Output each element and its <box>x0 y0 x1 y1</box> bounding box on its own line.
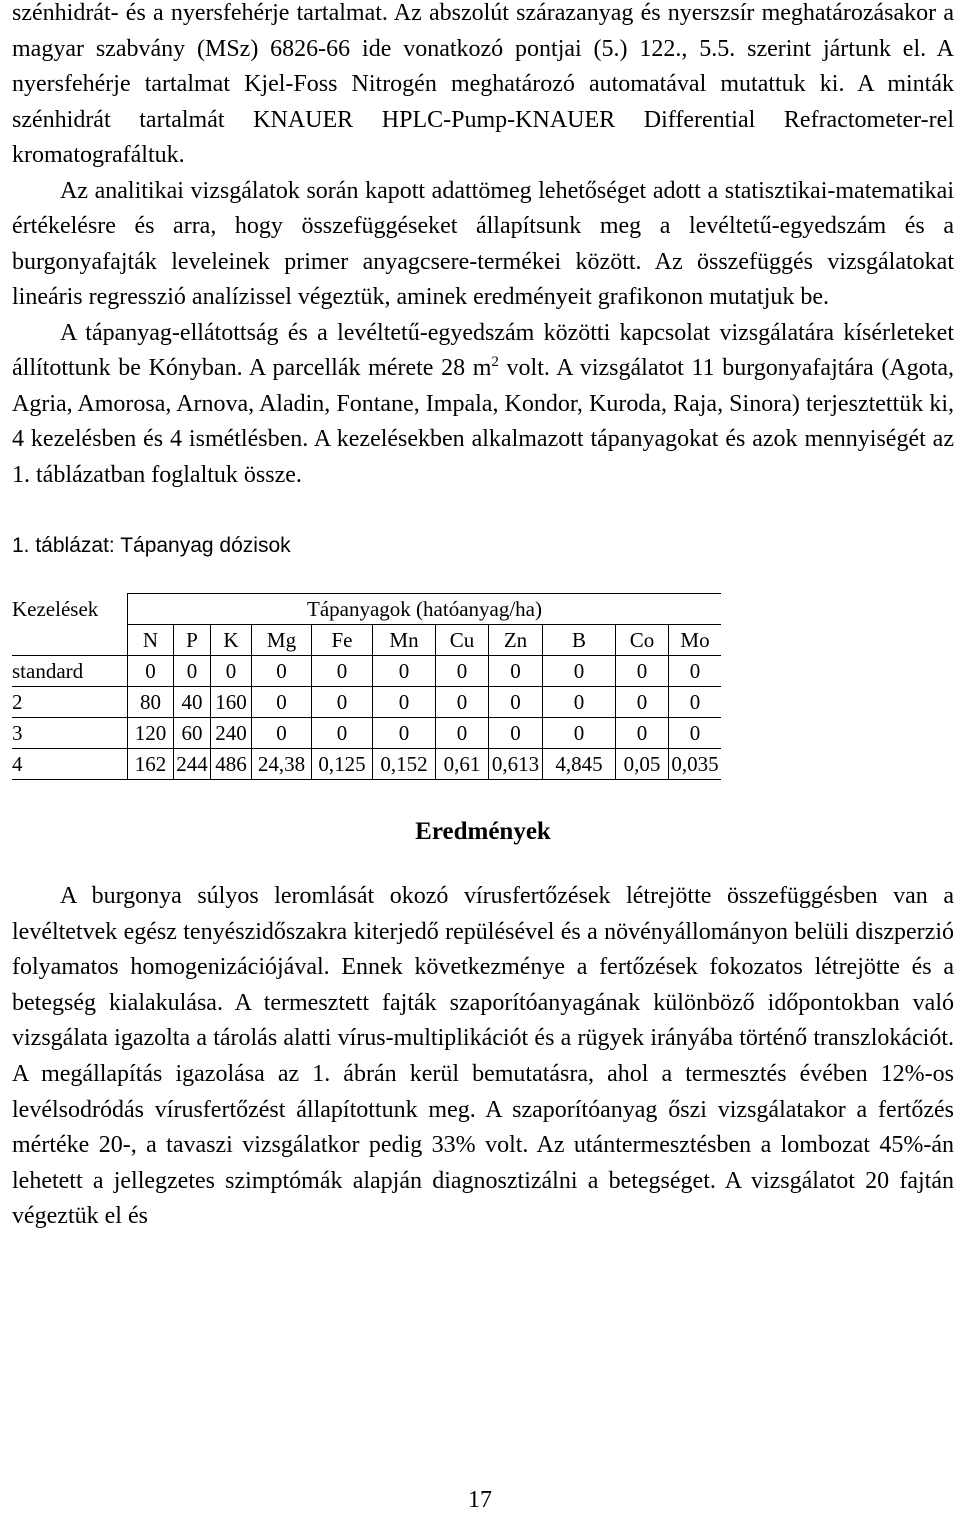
paragraph-analysis: Az analitikai vizsgálatok során kapott adattömeg lehetőséget adott a statisztikai-matematikai értékelésre és arra, hogy összefüggéseket állapítsunk meg a levéltetű-egyedszám és a burgonyafajták leveleinek primer anyagcsere-termékei között. Az összefüggés vizsgálatokat lineáris regresszió analízissel végeztük, aminek eredményeit grafikonon mutatjuk be. <box>12 177 954 310</box>
column-header-p: P <box>174 625 211 656</box>
table-cell: 0 <box>669 687 722 718</box>
table-cell: 0,613 <box>489 749 543 780</box>
table-cell: 4,845 <box>543 749 616 780</box>
table-cell: 0 <box>616 656 669 687</box>
table-cell: 0,61 <box>436 749 489 780</box>
table-cell: 0 <box>543 718 616 749</box>
table-cell: 120 <box>128 718 174 749</box>
table-cell: 0 <box>312 687 373 718</box>
table-cell: 0 <box>436 718 489 749</box>
table-cell: 0 <box>489 718 543 749</box>
page-number: 17 <box>468 1487 492 1513</box>
table-cell: 0 <box>373 656 436 687</box>
table-cell: 240 <box>211 718 252 749</box>
empty-corner-cell <box>12 625 128 656</box>
table-cell: 60 <box>174 718 211 749</box>
table-cell: 0 <box>252 718 312 749</box>
nutrient-dose-table <box>12 593 721 780</box>
table-cell: 24,38 <box>252 749 312 780</box>
paragraph-experiment-part-b: volt. A vizsgálatot 11 burgonyafajtára (Agota, Agria, Amorosa, Arnova, Aladin, Fontane, Impala, Kondor, Kuroda, Raja, Sinora) terjesztettük ki, 4 kezelésben és 4 ismétlésben. A kezelésekben alkalmazott tápanyagokat és azok mennyiségét az 1. táblázatban foglaltuk össze. <box>12 355 954 488</box>
document-page <box>12 0 954 1235</box>
column-header-mo: Mo <box>669 625 722 656</box>
column-header-mg: Mg <box>252 625 312 656</box>
table-cell: 0 <box>543 687 616 718</box>
table-cell: 0 <box>669 656 722 687</box>
column-header-n: N <box>128 625 174 656</box>
table-cell: 0,152 <box>373 749 436 780</box>
table-cell: 80 <box>128 687 174 718</box>
table-cell: 0 <box>616 687 669 718</box>
table-cell: 0 <box>373 687 436 718</box>
paragraph-results: A burgonya súlyos leromlását okozó vírusfertőzések létrejötte összefüggésben van a levéltetvek egész tenyészidőszakra kiterjedő repülésével és a növényállományon belüli diszperzió folyamatos homogenizációjával. Ennek következménye a fertőzések fokozatos létrejötte és a betegség kialakulása. A termesztett fajták szaporítóanyagának különböző időpontokban való vizsgálata igazolta a tárolás alatti vírus-multiplikációt és a rügyek irányába történő transzlokációt. A megállapítás igazolása az 1. ábrán kerül bemutatásra, ahol a termesztés évében 12%-os levélsodródás vírusfertőzést állapítottunk meg. A szaporítóanyag őszi vizsgálatakor a fertőzés mértéke 20-, a tavaszi vizsgálatkor pedig 33% volt. Az utántermesztésben a lombozat 45%-án lehetett a jellegzetes szimptómák alapján diagnosztizálni a betegséget. A vizsgálatot 20 fajtán végeztük el és <box>12 883 954 1230</box>
table-cell: 40 <box>174 687 211 718</box>
table-cell: 0 <box>436 687 489 718</box>
column-header-b: B <box>543 625 616 656</box>
section-heading-results: Eredmények <box>415 818 551 845</box>
table-cell: 0 <box>312 656 373 687</box>
row-header-label: Kezelések <box>12 597 99 621</box>
column-header-k: K <box>211 625 252 656</box>
table-cell: 0,125 <box>312 749 373 780</box>
column-header-fe: Fe <box>312 625 373 656</box>
table-cell: 486 <box>211 749 252 780</box>
table-header-row-group <box>12 594 721 625</box>
row-label: standard <box>12 656 128 687</box>
column-header-co: Co <box>616 625 669 656</box>
table-cell: 0,035 <box>669 749 722 780</box>
paragraph-experiment-part-a: A tápanyag-ellátottság és a levéltetű-egyedszám közötti kapcsolat vizsgálatára kísérleteket állítottunk be Kónyban. A parcellák mérete 28 m <box>12 319 954 381</box>
column-header-cu: Cu <box>436 625 489 656</box>
table-cell: 0 <box>128 656 174 687</box>
table-cell: 0 <box>252 687 312 718</box>
table-cell: 160 <box>211 687 252 718</box>
table-cell: 0 <box>436 656 489 687</box>
table-cell: 0 <box>174 656 211 687</box>
row-label: 3 <box>12 718 128 749</box>
table-row <box>12 687 721 718</box>
table-row <box>12 749 721 780</box>
superscript-2: 2 <box>491 354 499 370</box>
table-cell: 0 <box>252 656 312 687</box>
table-column-header-row <box>12 625 721 656</box>
table-cell: 0 <box>489 687 543 718</box>
table-cell: 0,05 <box>616 749 669 780</box>
table-cell: 0 <box>543 656 616 687</box>
table-caption: 1. táblázat: Tápanyag dózisok <box>12 534 291 557</box>
table-cell: 0 <box>669 718 722 749</box>
table-cell: 162 <box>128 749 174 780</box>
column-header-zn: Zn <box>489 625 543 656</box>
row-label: 4 <box>12 749 128 780</box>
table-row <box>12 656 721 687</box>
paragraph-methods: szénhidrát- és a nyersfehérje tartalmat. Az abszolút szárazanyag és nyerszsír meghatározásakor a magyar szabvány (MSz) 6826-66 ide vonatkozó pontjai (5.) 122., 5.5. szerint jártunk el. A nyersfehérje tartalmat Kjel-Foss Nitrogén meghatározó automatával mutattuk ki. A minták szénhidrát tartalmát KNAUER HPLC-Pump-KNAUER Differential Refractometer-rel kromatografáltuk. <box>12 0 954 168</box>
table-cell: 0 <box>312 718 373 749</box>
column-header-mn: Mn <box>373 625 436 656</box>
group-header-label: Tápanyagok (hatóanyag/ha) <box>128 594 722 625</box>
table-cell: 0 <box>489 656 543 687</box>
paragraph-experiment <box>12 316 954 494</box>
table-cell: 0 <box>211 656 252 687</box>
table-cell: 244 <box>174 749 211 780</box>
table-cell: 0 <box>616 718 669 749</box>
row-label: 2 <box>12 687 128 718</box>
table-cell: 0 <box>373 718 436 749</box>
table-row <box>12 718 721 749</box>
